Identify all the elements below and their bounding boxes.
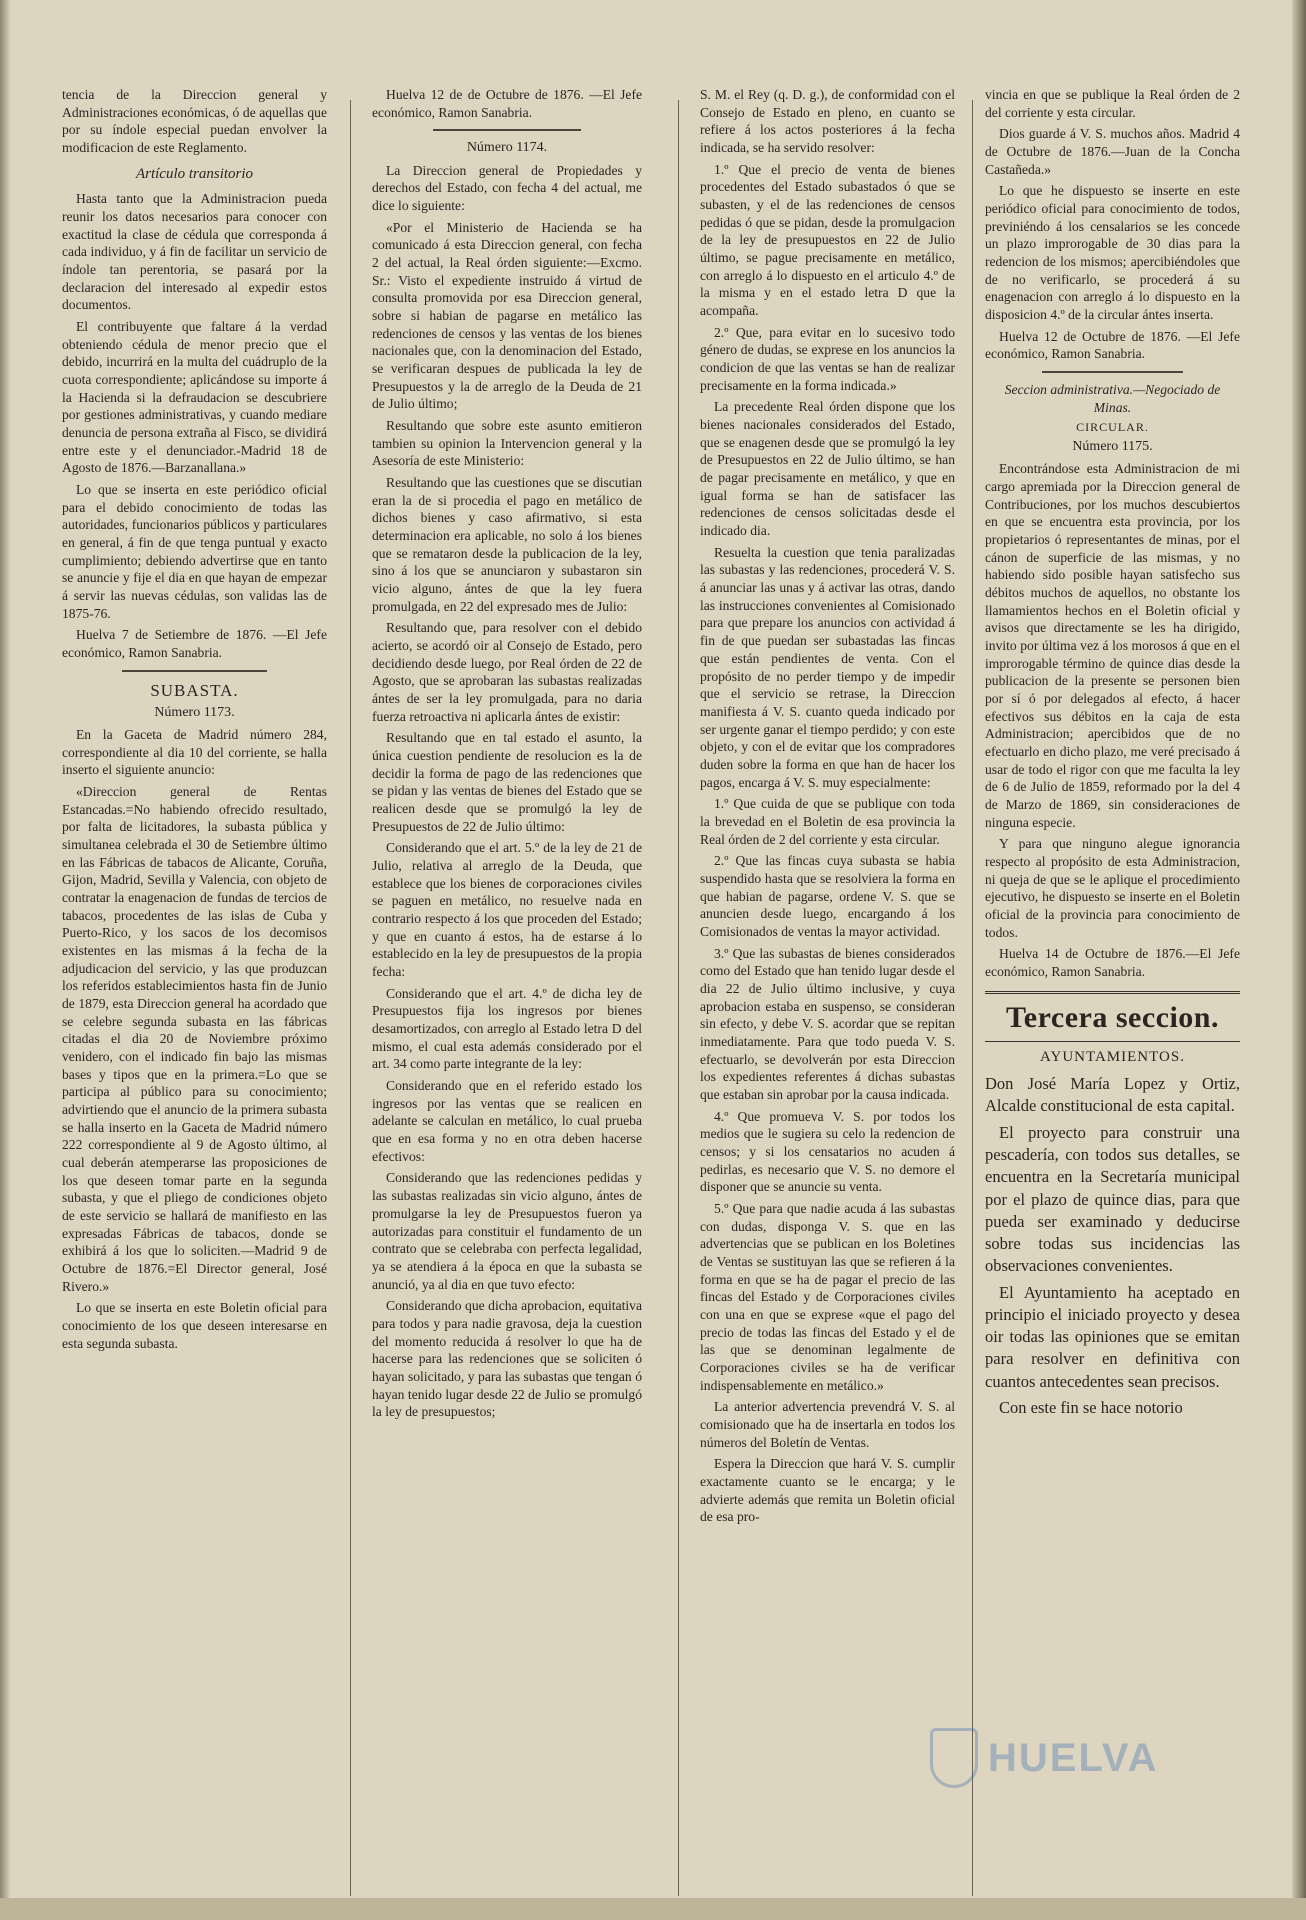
paragraph: Resultando que, para resolver con el debido acierto, se acordó oir al Consejo de Estado, pero decidiendo desde luego, por Real órden de 22 de Agosto, que se aprobaran las subastas realizadas ántes de ser la ley promulgada, para no daria fuerza retroactiva ni aplicarla ántes de existir: xyxy=(372,620,642,724)
page-bottom-edge xyxy=(0,1898,1306,1920)
paragraph: En la Gaceta de Madrid número 284, correspondiente al dia 10 del corriente, se halla inserto el siguiente anuncio: xyxy=(62,726,327,778)
paragraph: Lo que se inserta en este Boletin oficial para conocimiento de los que deseen interesarse en esta segunda subasta. xyxy=(62,1300,327,1351)
signature: Huelva 14 de Octubre de 1876.—El Jefe económico, Ramon Sanabria. xyxy=(985,946,1240,980)
column-4 xyxy=(985,86,1240,1890)
paragraph: Considerando que en el referido estado los ingresos por las ventas que se realicen en adelante se calculan en metálico, lo cual prueba que en esa forma y no en otra deben hacerse efectivos: xyxy=(372,1078,642,1164)
paragraph: 5.º Que para que nadie acuda á las subastas con dudas, disponga V. S. que en las advertencias que se publican en los Boletines de Ventas se sustituyan las que se refieren á la forma en que se ha de pagar el precio de las fincas del Estado y de Corporaciones civiles con una en que se exprese «que el pago del precio de todas las fincas del Estado y el de las que se denominan legalmente de Corporaciones civiles se ha de verificar indispensablemente en metálico.» xyxy=(700,1200,955,1393)
paragraph: 1.º Que el precio de venta de bienes procedentes del Estado subastados ó que se subasten, y el de las redenciones de censos pedidas ó que se pidan, desde la promulgacion de la ley de presupuestos en 22 de Julio último, se pague precisamente en metálico, con arreglo á lo dispuesto en el articulo 4.º de la misma y en el estado letra D que la acompaña. xyxy=(700,161,955,319)
paragraph: El Ayuntamiento ha aceptado en principio el iniciado proyecto y desea oir todas las opiniones que se emitan para resolver en definitiva con cuantos antecedentes sean precisos. xyxy=(985,1282,1240,1391)
column-divider-1 xyxy=(350,100,351,1896)
section-title: AYUNTAMIENTOS. xyxy=(1040,1048,1185,1065)
paragraph: «Direccion general de Rentas Estancadas.=No habiendo ofrecido resultado, por falta de licitadores, la subasta pública y simultanea celebrada el 30 de Setiembre último en las Fábricas de tabacos de Alicante, Coruña, Gijon, Madrid, Sevilla y Valencia, con objeto de contratar la enagenacion de fundas de tercios de tabacos, procedentes de las islas de Cuba y Puerto-Rico, y los sacos de los decomisos existentes en las mismas á la fecha de la adjudicacion del servicio, y las que produzcan los referidos establecimientos hasta fin de Junio de 1879, esta Direccion general ha acordado que se celebre segunda subasta en las fábricas citadas el dia 20 de Noviembre próximo venidero, con el indicado fin bajo las mismas bases y tipos que en la primera.=Lo que se participa al público para su conocimiento; advirtiendo que el anuncio de la primera subasta se halla inserto en la Gaceta de Madrid número 222 correspondiente al 9 de Agosto último, al cual deberán atemperarse las proposiciones de los que deseen tomar parte en la segunda subasta, y que el pliego de condiciones objeto de este servicio se hallará de manifiesto en las expresadas Fábricas de tabacos, donde se exhibirá á los que lo soliciten.—Madrid 9 de Octubre de 1876.=El Director general, José Rivero.» xyxy=(62,783,327,1294)
paragraph: El contribuyente que faltare á la verdad obteniendo cédula de menor precio que el debido, incurrirá en la multa del cuádruplo de la cuota correspondiente; aplicándose su importe á la Hacienda si la defraudacion se descubriere por gestiones administrativas, y cuando mediare denuncia de persona extraña al Fisco, se dividirá entre este y el denunciador.-Madrid 18 de Agosto de 1876.—Barzanallana.» xyxy=(62,318,327,476)
paragraph: La Direccion general de Propiedades y derechos del Estado, con fecha 4 del actual, me dice lo siguiente: xyxy=(372,162,642,213)
paragraph: Lo que se inserta en este periódico oficial para el debido conocimiento de todas las autoridades, funcionarios públicos y particulares en general, á fin de que tenga puntual y exacto cumplimiento; debiendo advertirse que en tanto se anuncie y fije el dia en que hayan de empezar á servir las nuevas cédulas, son validas las de 1875-76. xyxy=(62,481,327,621)
paragraph: Resultando que en tal estado el asunto, la única cuestion pendiente de resolucion es la de decidir la forma de pago de las redenciones que se pidan y las ventas de bienes del Estado que se realicen desde que se promulgó la ley de Presupuestos de 22 de Julio último: xyxy=(372,730,642,834)
paragraph: Don José María Lopez y Ortiz, Alcalde constitucional de esta capital. xyxy=(985,1074,1240,1116)
signature: Huelva 12 de de Octubre de 1876. —El Jefe económico, Ramon Sanabria. xyxy=(372,87,642,120)
column-2 xyxy=(372,86,642,1890)
paragraph: Hasta tanto que la Administracion pueda reunir los datos necesarios para conocer con exactitud la clase de cédula que corresponda á cada individuo, y á fin de facilitar un servicio de índole tan perentoria, se pasará por la declaracion del interesado al expedir estos documentos. xyxy=(62,191,327,313)
signature: Huelva 12 de Octubre de 1876. —El Jefe económico, Ramon Sanabria. xyxy=(985,328,1240,362)
section-banner: Tercera seccion. xyxy=(985,991,1240,1042)
ayuntamiento-notice xyxy=(985,1073,1240,1419)
page-right-edge xyxy=(1292,0,1306,1920)
paragraph: «Por el Ministerio de Hacienda se ha comunicado á esta Direccion general, con fecha 2 del actual, la Real órden siguiente:—Excmo. Sr.: Visto el expediente instruido á virtud de consulta promovida por esa Direccion general, sobre si habian de pagarse en metálico las redenciones de censos y las ventas de los bienes nacionales que, con la denominacion del Estado, se verificaran despues de publicada la ley de Presupuestos y la de arreglo de la Deuda de 21 de Julio último; xyxy=(372,219,642,412)
column-1 xyxy=(62,86,327,1890)
watermark-text: HUELVA xyxy=(988,1735,1159,1780)
paragraph: 1.º Que cuida de que se publique con toda la brevedad en el Boletin de esa provincia la Real órden de 2 del corriente y esta circular. xyxy=(700,796,955,847)
paragraph: Considerando que dicha aprobacion, equitativa para todos y para nadie gravosa, deja la cuestion del momento reducida á resolver lo que ha de hacerse para las redenciones que se soliciten ó hayan solicitado, y para las subastas que tengan ó hayan tenido lugar desde 22 de Julio se promulgó la ley de presupuestos; xyxy=(372,1298,642,1420)
shield-icon xyxy=(930,1728,978,1788)
separator xyxy=(1042,371,1182,373)
paragraph: La precedente Real órden dispone que los bienes nacionales considerados del Estado, que se enagenen desde que se promulgó la ley de Presupuestos en 22 de Julio último, se han de pagar precisamente en metálico, y que en igual forma se han de satisfacer las redenciones de censos solicitadas desde el indicado dia. xyxy=(700,399,955,539)
paragraph: Con este fin se hace notorio xyxy=(999,1397,1183,1417)
item-number: Número 1173. xyxy=(154,704,235,720)
paragraph: El proyecto para construir una pescadería, con todos sus detalles, se encuentra en la Secretaría municipal por el plazo de quince dias, para que pueda ser examinado y deducirse sobre todas sus incidencias las observaciones convenientes. xyxy=(985,1122,1240,1276)
paragraph: Considerando que el art. 5.º de la ley de 21 de Julio, relativa al arreglo de la Deuda, que establece que los bienes de corporaciones civiles se paguen en metálico, no resuelve nada en contrario respecto á los que proceden del Estado; y que en cuanto á estos, ha de estarse á lo establecido en la ley de presupuestos de la propia fecha: xyxy=(372,840,642,980)
column-divider-3 xyxy=(972,100,973,1896)
paragraph: Resuelta la cuestion que tenia paralizadas las subastas y las redenciones, procederá V. S. á anunciar las unas y á activar las otras, dando las instrucciones convenientes al Comisionado para que prepare los anuncios con actividad á fin de que puedan ser subastadas las fincas que están pendientes de venta. Con el propósito de no perder tiempo y de impedir que el servicio se retrase, la Direccion manifiesta á V. S. cuanto queda indicado por ser urgente ganar el tiempo perdido; y con este objeto, y con el de evitar que los compradores duden sobre la forma en que han de hacer los pagos, encarga á V. S. muy especialmente: xyxy=(700,544,955,790)
section-heading: Artículo transitorio xyxy=(135,165,254,182)
separator xyxy=(122,670,268,672)
paragraph: vincia en que se publique la Real órden de 2 del corriente y esta circular. xyxy=(985,87,1240,120)
paragraph: Y para que ninguno alegue ignorancia respecto al propósito de esta Administracion, ni queja de que se le aplique el procedimiento ejecutivo, he dispuesto se inserte en el Boletin oficial de la provincia para conocimiento de todos. xyxy=(985,836,1240,940)
page-left-edge xyxy=(0,0,10,1920)
column-divider-2 xyxy=(678,100,679,1896)
signature: Huelva 7 de Setiembre de 1876. —El Jefe económico, Ramon Sanabria. xyxy=(62,627,327,660)
section-heading: Seccion administrativa.—Negociado de Minas. xyxy=(1004,382,1221,415)
separator xyxy=(433,129,582,131)
paragraph: 2.º Que, para evitar en lo sucesivo todo género de dudas, se exprese en los anuncios la condicion de que las ventas se han de realizar precisamente en la forma indicada.» xyxy=(700,324,955,393)
item-number: Número 1175. xyxy=(1072,439,1153,455)
paragraph: Encontrándose esta Administracion de mi cargo apremiada por la Direccion general de Contribuciones, por los muchos descubiertos en que se encuentra esta provincia, por los propietarios ó representantes de minas, por el cánon de superficie de las mismas, y no habiendo sido posible hayan satisfecho sus débitos muchos de aquellos, no obstante los llamamientos hechos en el Boletin oficial y avisos que directamente se les ha dirigido, invito por última vez á los morosos á que en el improrogable término de quince dias desde la publicacion de la presente se personen bien por sí ó por delegados al efecto, á hacer efectivos sus débitos en la caja de esta Administracion; apercibidos que de no efectuarlo en dicho plazo, me veré precisado á usar de todo el rigor con que me faculta la ley de 6 de Julio de 1859, reformado por la del 4 de Marzo de 1869, sin consideraciones de ninguna especie. xyxy=(985,461,1240,830)
paragraph: 2.º Que las fincas cuya subasta se habia suspendido hasta que se resolviera la forma en que habian de pagarse, ordene V. S. que se anuncien desde luego, encargando á los Comisionados de ventas la mayor actividad. xyxy=(700,853,955,939)
paragraph: Considerando que el art. 4.º de dicha ley de Presupuestos fija los ingresos por bienes desamortizados, con arreglo al Estado letra D del mismo, el cual esta además considerado por el art. 34 como parte integrante de la ley: xyxy=(372,985,642,1072)
paragraph: Considerando que las redenciones pedidas y las subastas realizadas sin vicio alguno, ántes de promulgarse la ley de Presupuestos fueron ya autorizadas para constituir el fundamento de un contrato que se celebraba con perfecta legalidad, ya se atendiera á la época en que la subasta se anunció, ya al dia en que tuvo efecto: xyxy=(372,1170,642,1292)
paragraph: Dios guarde á V. S. muchos años. Madrid 4 de Octubre de 1876.—Juan de la Concha Castañeda.» xyxy=(985,126,1240,177)
watermark-logo xyxy=(930,1718,1230,1798)
section-title: SUBASTA. xyxy=(150,680,239,700)
paragraph: S. M. el Rey (q. D. g.), de conformidad con el Consejo de Estado en pleno, en cuanto se refiere á los actos posteriores á la fecha indicada, se ha servido resolver: xyxy=(700,87,955,156)
item-number: Número 1174. xyxy=(466,140,548,156)
column-3 xyxy=(700,86,955,1890)
paragraph: La anterior advertencia prevendrá V. S. al comisionado que ha de insertarla en todos los números del Boletín de Ventas. xyxy=(700,1399,955,1450)
paragraph: Resultando que sobre este asunto emitieron tambien su opinion la Intervencion general y la Asesoría de este Ministerio: xyxy=(372,417,642,469)
paragraph: 4.º Que promueva V. S. por todos los medios que le sugiera su celo la redencion de censos; y si los censatarios no acuden á pedirlas, es necesario que V. S. no demore el disponer que se anuncie su venta. xyxy=(700,1108,955,1195)
paragraph: Resultando que las cuestiones que se discutian eran la de si procedia el pago en metálico de dichos bienes y caso afirmativo, si esta determinacion era aplicable, no solo á los bienes que se remataron desde la publicacion de la ley, sino á los que se anunciaron y subastaron sin vicio alguno, ántes de que la ley fuera promulgada, en 22 del expresado mes de Julio: xyxy=(372,474,642,614)
paragraph: Espera la Direccion que hará V. S. cumplir exactamente cuanto se le encarga; y le advierte además que remita un Boletin oficial de esa pro- xyxy=(700,1456,955,1525)
paragraph: 3.º Que las subastas de bienes considerados como del Estado que han tenido lugar desde el dia 22 de Julio último inclusive, y cuya aprobacion estaba en suspenso, se consideran sin efecto, y debe V. S. acordar que se repitan inmediatamente. Para que todo pueda V. S. efectuarlo, se devolverán por esta Direccion los expedientes referentes á dichas subastas que estaban sin aprobar por la causa indicada. xyxy=(700,945,955,1102)
paragraph: Lo que he dispuesto se inserte en este periódico oficial para conocimiento de todos, previniéndo á los censalarios se les concede un plazo improrogable de 30 dias para la redencion de los mismos; apercibiéndoles que de no verificarlo, se procederá á su enagenacion con arreglo á lo dispuesto en la disposicion 4.º de la circular ántes inserta. xyxy=(985,183,1240,323)
circular-label: CIRCULAR. xyxy=(1076,420,1149,435)
paragraph: tencia de la Direccion general y Administraciones económicas, ó de aquellas que por su índole especial puedan envolver la modificacion de este Reglamento. xyxy=(62,87,327,156)
